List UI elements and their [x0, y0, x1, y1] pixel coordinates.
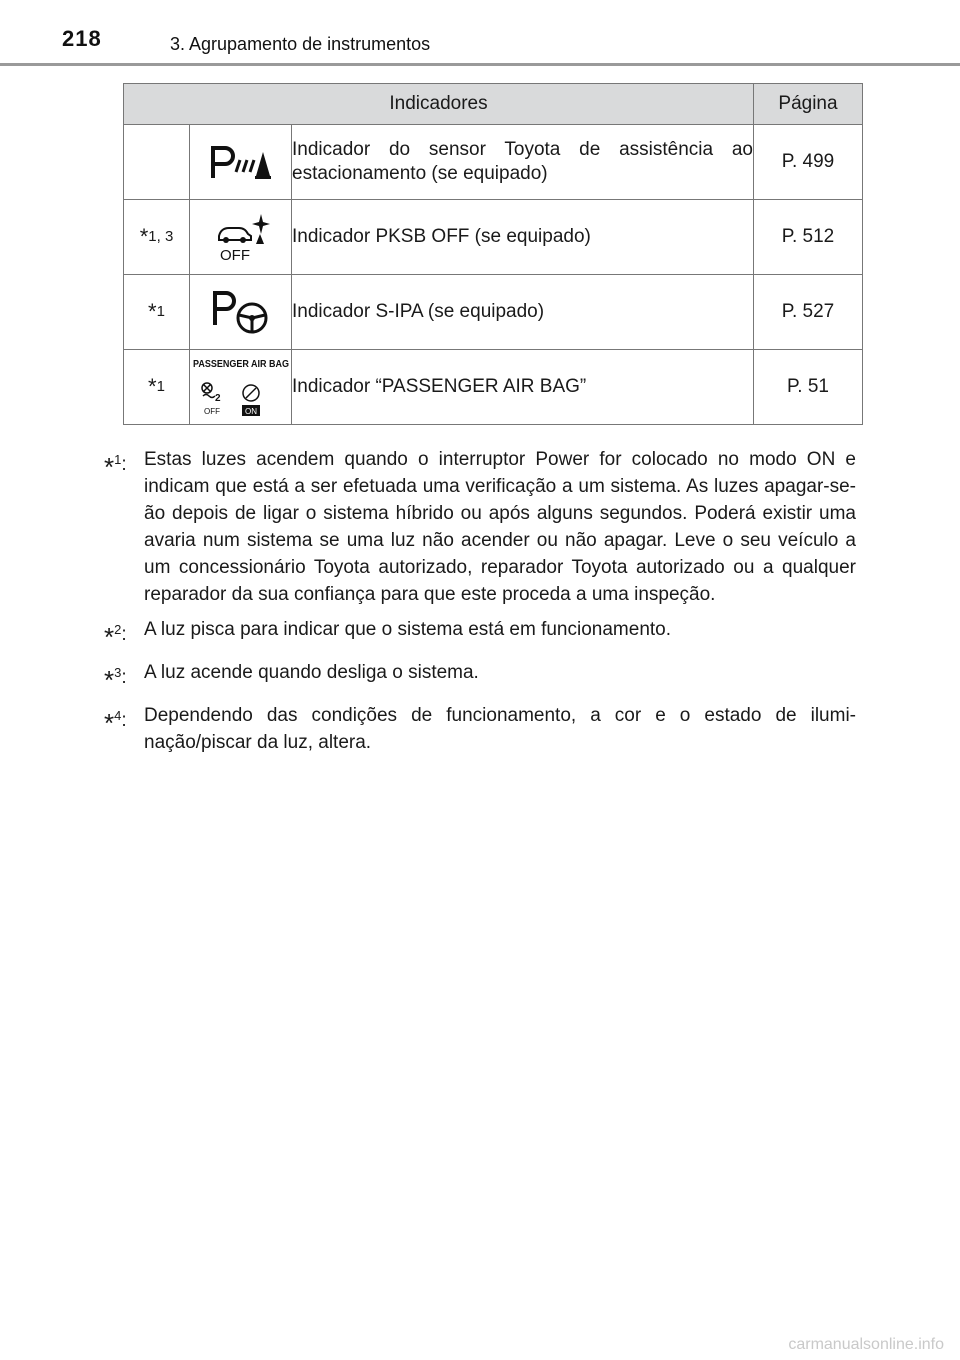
footnote-item: [104, 616, 856, 651]
row-note-refs: 1: [156, 378, 165, 395]
svg-text:2: 2: [214, 393, 221, 404]
row-icon-cell: [190, 275, 292, 350]
footnote-item: [104, 659, 856, 694]
row-note: [124, 200, 190, 275]
row-description: Indicador do sensor Toyota de assistência ao estacionamento (se equipado): [292, 125, 754, 200]
footnote-item: [104, 446, 856, 608]
pksb-off-icon-text: OFF: [219, 247, 250, 262]
s-ipa-icon: [211, 289, 271, 335]
footnote-marker: *$^2$:: [104, 622, 127, 652]
column-header-indicators: Indicadores: [124, 84, 754, 125]
page-number: 218: [62, 26, 102, 51]
footnote-marker: *$^1$:: [104, 452, 127, 482]
row-page-ref: P. 512: [754, 200, 863, 275]
section-title: 3. Agrupamento de instrumentos: [170, 34, 431, 54]
passenger-airbag-icon: [191, 354, 291, 420]
table-row: [124, 200, 863, 275]
row-note: [124, 350, 190, 425]
airbag-label-text: PASSENGER AIR BAG: [192, 359, 289, 370]
footnote-item: [104, 702, 856, 756]
footnote-marker: *$^4$:: [104, 708, 127, 738]
row-note-refs: 1: [156, 303, 165, 320]
row-description: Indicador “PASSENGER AIR BAG”: [292, 350, 754, 425]
asterisk-icon: *: [148, 374, 157, 399]
airbag-on-text: ON: [244, 407, 257, 416]
pksb-off-icon: [211, 212, 271, 262]
footnote-text: A luz pisca para indicar que o sistema está em funcionamento.: [144, 619, 672, 640]
row-note: [124, 125, 190, 200]
footnote-text: Dependendo das condições de funcionamento, a cor e o estado de ilumi-nação/piscar da luz, altera.: [144, 705, 856, 753]
row-description: Indicador PKSB OFF (se equipado): [292, 200, 754, 275]
row-page-ref: P. 499: [754, 125, 863, 200]
table-header-row: [124, 84, 863, 125]
row-note: [124, 275, 190, 350]
row-icon-cell: [190, 200, 292, 275]
footnote-marker: *$^3$:: [104, 665, 127, 695]
watermark: carmanualsonline.info: [788, 1336, 944, 1353]
footnotes: [104, 446, 856, 764]
row-note-refs: 1, 3: [148, 228, 174, 245]
indicators-table: [123, 83, 863, 425]
table-row: [124, 275, 863, 350]
airbag-off-text: OFF: [203, 407, 220, 416]
row-page-ref: P. 51: [754, 350, 863, 425]
page-header: [0, 0, 960, 70]
row-icon-cell: [190, 350, 292, 425]
table-row: [124, 125, 863, 200]
parking-sensor-icon: [209, 142, 273, 182]
table-row: [124, 350, 863, 425]
row-icon-cell: [190, 125, 292, 200]
footnote-text: Estas luzes acendem quando o interruptor Power for colocado no modo ON e indicam que está a ser efetuada uma verificação a um sistema. As luzes apagar-se-ão depois de ligar o sistema híbrido ou após alguns segundos. Poderá existir uma avaria num sistema se uma luz não acender ou não apagar. Leve o seu veículo a um concessionário Toyota autorizado, reparador Toyota autorizado ou a qualquer reparador da sua confiança para que este proceda a uma inspeção.: [144, 449, 856, 605]
row-page-ref: P. 527: [754, 275, 863, 350]
column-header-page: Página: [754, 84, 863, 125]
asterisk-icon: *: [148, 299, 157, 324]
asterisk-icon: *: [139, 224, 149, 249]
row-description: Indicador S-IPA (se equipado): [292, 275, 754, 350]
header-divider: [0, 63, 960, 66]
footnote-text: A luz acende quando desliga o sistema.: [144, 662, 479, 683]
